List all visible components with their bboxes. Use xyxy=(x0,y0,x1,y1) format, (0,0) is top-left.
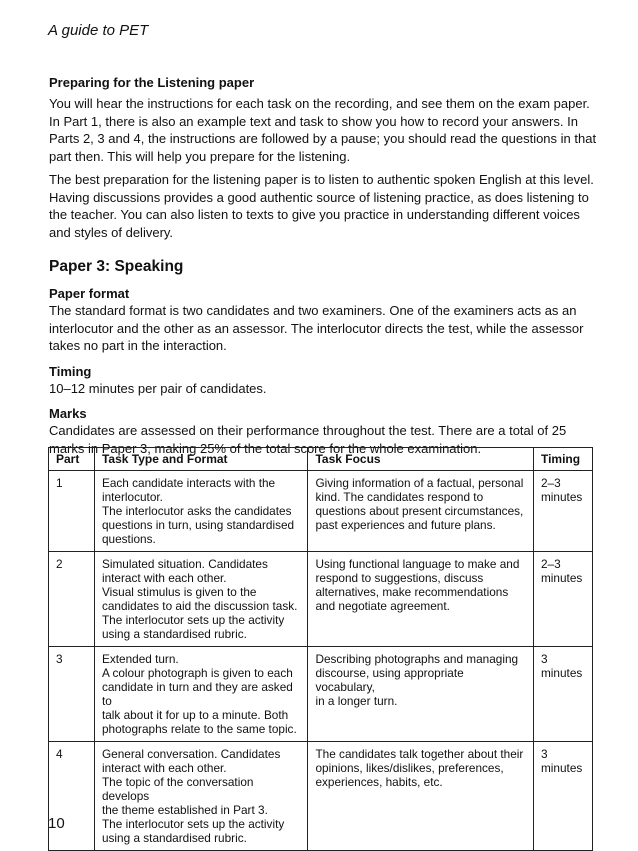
task-format-line: General conversation. Candidates xyxy=(101,747,281,761)
task-format-line: Each candidate interacts with the xyxy=(101,476,276,490)
page-number: 10 xyxy=(48,815,65,832)
listening-prep-para-2: The best preparation for the listening paper is to listen to authentic spoken English at this level. Having discussions provides a good authentic source of listening practice, as does listening to the teacher. You can also listen to texts to give you practice in understanding different voices and styles of delivery. xyxy=(49,172,594,240)
task-format-line: Simulated situation. Candidates xyxy=(101,557,268,571)
task-focus-line: in a longer turn. xyxy=(315,694,398,708)
task-focus-line: discourse, using appropriate vocabulary, xyxy=(315,666,464,694)
paper-format-text: The standard format is two candidates and two examiners. One of the examiners acts as an interlocutor and the other as an assessor. The interlocutor directs the test, while the assessor takes no part in the interaction. xyxy=(49,303,584,353)
task-format-cell xyxy=(94,742,307,851)
task-format-line: candidate in turn and they are asked to xyxy=(101,680,293,708)
task-focus-cell xyxy=(308,647,534,742)
task-focus-line: and negotiate agreement. xyxy=(315,599,450,613)
timing-value: 3 xyxy=(540,652,548,666)
task-focus-line: questions about present circumstances, xyxy=(315,504,524,518)
listening-prep-heading: Preparing for the Listening paper xyxy=(49,75,255,90)
timing-cell xyxy=(533,647,592,742)
task-format-line: talk about it for up to a minute. Both xyxy=(101,708,289,722)
speaking-tasks-table xyxy=(48,447,593,851)
timing-value: 2–3 xyxy=(540,476,561,490)
timing-unit: minutes xyxy=(540,490,583,504)
column-header-timing: Timing xyxy=(533,448,592,471)
task-format-line: The interlocutor sets up the activity xyxy=(101,613,285,627)
running-header: A guide to PET xyxy=(48,22,149,39)
timing-text: 10–12 minutes per pair of candidates. xyxy=(49,380,267,396)
marks-heading: Marks xyxy=(49,406,87,421)
timing-cell xyxy=(533,471,592,552)
listening-prep-para-1: You will hear the instructions for each task on the recording, and see them on the exam paper. In Part 1, there is also an example text and task to show you how to record your answers. In Parts 2, 3 and 4, the instructions are followed by a pause; you should read the questions in that part then. This will help you prepare for the listening. xyxy=(49,96,597,164)
timing-cell xyxy=(533,552,592,647)
task-format-line: interact with each other. xyxy=(101,571,227,585)
task-format-line: interact with each other. xyxy=(101,761,227,775)
timing-unit: minutes xyxy=(540,571,583,585)
task-format-line: candidates to aid the discussion task. xyxy=(101,599,298,613)
task-focus-line: experiences, habits, etc. xyxy=(315,775,443,789)
table-row xyxy=(49,742,593,851)
task-format-line: The interlocutor asks the candidates xyxy=(101,504,292,518)
table-header-row xyxy=(49,448,593,471)
part-number: 2 xyxy=(49,552,95,647)
main-content xyxy=(49,74,597,457)
task-focus-cell xyxy=(308,742,534,851)
table-row xyxy=(49,552,593,647)
task-focus-line: respond to suggestions, discuss xyxy=(315,571,484,585)
task-format-line: The topic of the conversation develops xyxy=(101,775,254,803)
task-format-line: photographs relate to the same topic. xyxy=(101,722,297,736)
task-format-line: the theme established in Part 3. xyxy=(101,803,268,817)
part-number: 3 xyxy=(49,647,95,742)
timing-value: 2–3 xyxy=(540,557,561,571)
task-format-line: Visual stimulus is given to the xyxy=(101,585,257,599)
task-format-line: Extended turn. xyxy=(101,652,179,666)
column-header-part: Part xyxy=(49,448,95,471)
task-focus-line: alternatives, make recommendations xyxy=(315,585,509,599)
task-focus-line: opinions, likes/dislikes, preferences, xyxy=(315,761,504,775)
task-focus-line: The candidates talk together about their xyxy=(315,747,524,761)
task-format-line: questions. xyxy=(101,532,156,546)
marks-text: Candidates are assessed on their performance throughout the test. There are a total of 25 marks in Paper 3, making 25% of the total score for the whole examination. xyxy=(49,423,567,456)
task-focus-cell xyxy=(308,552,534,647)
column-header-task-focus: Task Focus xyxy=(308,448,534,471)
speaking-section-title: Paper 3: Speaking xyxy=(49,258,184,275)
task-focus-line: Describing photographs and managing xyxy=(315,652,519,666)
paper-format-heading: Paper format xyxy=(49,286,130,301)
timing-heading: Timing xyxy=(49,363,92,379)
part-number: 4 xyxy=(49,742,95,851)
part-number: 1 xyxy=(49,471,95,552)
task-focus-cell xyxy=(308,471,534,552)
task-format-line: interlocutor. xyxy=(101,490,163,504)
column-header-task-type: Task Type and Format xyxy=(94,448,307,471)
task-focus-line: kind. The candidates respond to xyxy=(315,490,484,504)
task-format-line: A colour photograph is given to each xyxy=(101,666,293,680)
timing-unit: minutes xyxy=(540,761,583,775)
task-format-cell xyxy=(94,471,307,552)
task-focus-line: past experiences and future plans. xyxy=(315,518,496,532)
timing-unit: minutes xyxy=(540,666,583,680)
task-focus-line: Using functional language to make and xyxy=(315,557,520,571)
timing-cell xyxy=(533,742,592,851)
table-row xyxy=(49,471,593,552)
task-format-line: using a standardised rubric. xyxy=(101,627,247,641)
table-row xyxy=(49,647,593,742)
task-format-cell xyxy=(94,647,307,742)
timing-value: 3 xyxy=(540,747,548,761)
task-format-cell xyxy=(94,552,307,647)
task-focus-line: Giving information of a factual, personal xyxy=(315,476,524,490)
task-format-line: using a standardised rubric. xyxy=(101,831,247,845)
task-format-line: The interlocutor sets up the activity xyxy=(101,817,285,831)
task-format-line: questions in turn, using standardised xyxy=(101,518,295,532)
